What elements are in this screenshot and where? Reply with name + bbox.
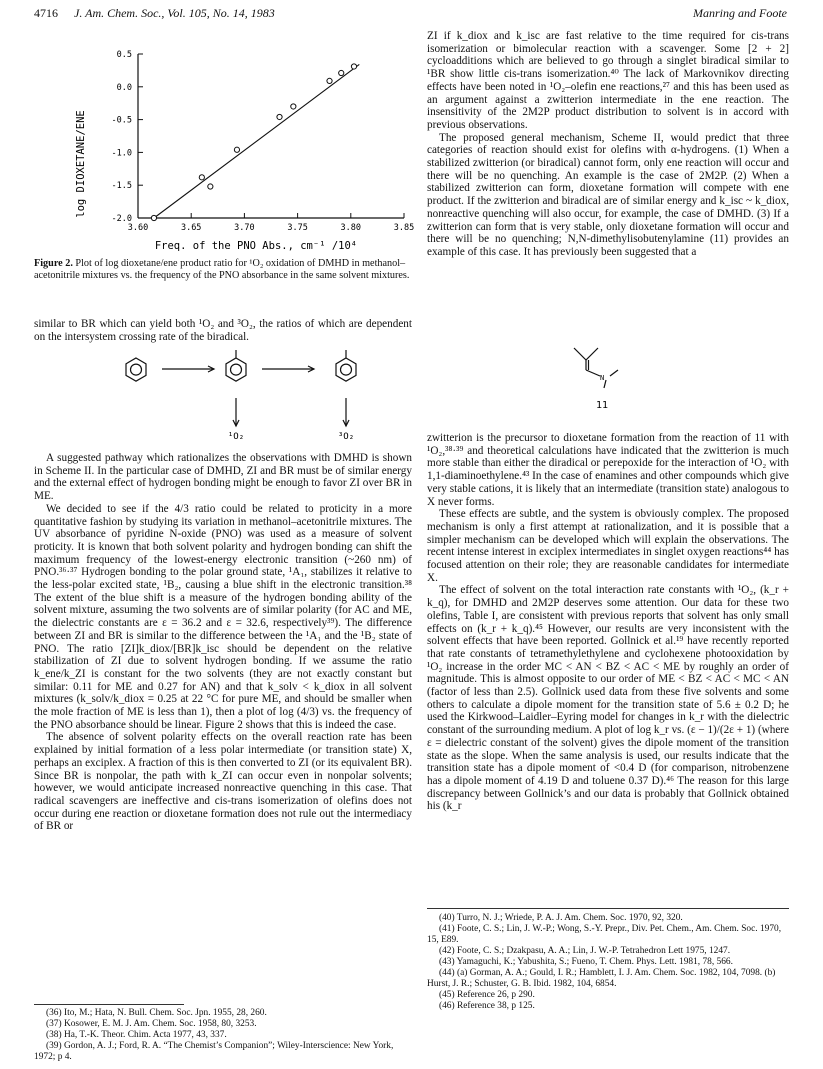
right-paragraph-4: The effect of solvent on the total interaction rate constants with ¹O₂, (k_r + k_q), for DMHD and 2M2P deserves some attention. Our data for these two olefins, Table I, are consistent with previous reports that solvent has only small effects on (k_r + k_q).⁴⁵ However, our results are very inconsistent with the solvent effects that have been reported. Gollnick et al.¹⁹ have recently reported that rate constants of tetramethylethylene and cyclohexene photooxidation by ¹O₂ increase in the order MC < AN < BZ < AC < ME by roughly an order of magnitude. This is almost opposite to our order of ME < BZ < AC < MC < AN (factor of less than 2.5). Gollnick used data from these five solvents and some others to calculate a dipole moment for the transition state of 5.6 ± 0.2 D; he used the Kirkwood–Laidler–Eyring model for changes in k_r with the dielectric constant of the surrounding medium. A plot of log k_r vs. (ε − 1)/(2ε + 1) (where ε = dielectric constant of the solvent) gives the dipole moment of the transition state as the slope. When the same analysis is used, our results indicate that the transition state has a dipole moment of <0.4 D (for comparison, nitrobenzene has a dipole moment of 4.19 D and toluene 0.37 D).⁴⁶ The reason for this large discrepancy between Gollnick’s and our data is probably that Gollnick obtained his (k_r <box>427 584 789 813</box>
x-tick-label: 3.85 <box>393 223 415 233</box>
x-tick-label: 3.65 <box>180 223 202 233</box>
data-point <box>339 70 344 75</box>
x-tick-label: 3.75 <box>287 223 308 233</box>
data-point <box>234 147 239 152</box>
scheme-structure-2 <box>226 350 246 381</box>
right-paragraph-0: ZI if k_diox and k_isc are fast relative to the time required for cis-trans isomerization or bimolecular reaction with a scavenger. Some [2 + 2] cycloadditions which are believed to go through a singlet biradical similar to ¹BR show little cis-trans isomerization.⁴⁰ The lack of Markovnikov directing effects have been noted in ¹O₂–olefin ene reactions,²⁷ and this has been used as an argument against a zwitterion intermediate in the ene reaction. The insensitivity of the 2M2P product distribution to solvent is in accord with previous observations. <box>427 30 789 131</box>
footnote-rule-left <box>34 1004 184 1005</box>
right-paragraph-2: zwitterion is the precursor to dioxetane formation from the reaction of 11 with ¹O₂,³⁸·³⁹ and theoretical calculations have indicated that the zwitterion is much more stable than either the diradical or perepoxide for the interaction of ¹O₂ with 1,1-diaminoethylene.⁴³ In the case of enamines and other compounds which give very stable cations, it is likely that an intermediate (transition state) analogous to X never forms. <box>427 432 789 508</box>
left-paragraph-intro: similar to BR which can yield both ¹O₂ and ³O₂, the ratios of which are dependent on the intersystem crossing rate of the biradical. <box>34 318 412 343</box>
left-paragraph-3: The absence of solvent polarity effects on the overall reaction rate has been explained by initial formation of a less polar intermediate (or transition state) X, perhaps an exciplex. A fraction of this is then converted to ZI (or its equivalent BR). Since BR is nonpolar, the path with k_ZI can occur even in nonpolar solvents; however, we would anticipate increased nonreactive quenching in this case. That radical scavengers are ineffective and cis-trans isomerization of olefins does not occur during ene reaction or dioxetane formation does not rule out the intermediacy of BR or <box>34 731 412 833</box>
footnote-rule-right <box>427 908 789 909</box>
references-left <box>34 1008 412 1063</box>
x-tick-label: 3.80 <box>340 223 362 233</box>
scheme-arrow-down-1 <box>233 398 239 426</box>
data-point <box>351 64 356 69</box>
data-point <box>208 184 213 189</box>
y-tick-label: 0.5 <box>116 50 132 60</box>
reference-37: (37) Kosower, E. M. J. Am. Chem. Soc. 1958, 80, 3253. <box>46 1019 257 1029</box>
scheme-arrow-down-2 <box>343 398 349 426</box>
left-column-body <box>34 452 412 833</box>
data-point <box>291 104 296 109</box>
x-tick-label: 3.70 <box>234 223 255 233</box>
y-tick-label: -0.5 <box>111 115 132 126</box>
scheme-label-singlet-oxygen: ¹O₂ <box>227 432 245 442</box>
figure-caption-text: Plot of log dioxetane/ene product ratio for ¹O₂ oxidation of DMHD in methanol–acetonitrile mixtures vs. the frequency of the PNO absorbance in the same solvent mixtures. <box>34 258 410 281</box>
reference-39: (39) Gordon, A. J.; Ford, R. A. “The Chemist’s Companion”; Wiley-Interscience: New York, 1972; p 4. <box>34 1041 394 1062</box>
page-number: 4716 <box>34 6 58 20</box>
data-point <box>151 215 156 220</box>
data-point <box>199 175 204 180</box>
reference-46: (46) Reference 38, p 125. <box>439 1001 535 1011</box>
right-paragraph-1: The proposed general mechanism, Scheme II, would predict that three categories of reaction should exist for olefins with α-hydrogens. (1) When a stabilized zwitterion (or biradical) cannot form, only ene reaction will occur and there will be no quenching. An example is the case of 2M2P. (2) When a stabilized zwitterion can form, dioxetane formation will compete with ene product. If the zwitterion and biradical are of similar energy and k_isc ~ k_diox, nonreactive quenching will also occur, for example, the case of DMHD. (3) If a zwitterion can form that is very stable, only dioxetane formation will occur and there will be no quenching; N,N-dimethylisobutenylamine (11) provides an example of this case. It has previously been suggested that a <box>427 131 789 258</box>
left-paragraph-1: A suggested pathway which rationalizes the observations with DMHD is shown in Scheme II. In the particular case of DMHD, ZI and BR must be of similar energy and the external effect of hydrogen bonding might be enough to favor ZI over BR in ME. <box>34 452 412 503</box>
reference-36: (36) Ito, M.; Hata, N. Bull. Chem. Soc. Jpn. 1955, 28, 260. <box>46 1008 267 1018</box>
x-tick-label: 3.60 <box>127 223 149 233</box>
figure-label: Figure 2. <box>34 258 73 269</box>
references-right <box>427 913 789 1012</box>
scheme-structure-1 <box>126 358 146 381</box>
figure-caption <box>34 258 412 281</box>
y-tick-label: -2.0 <box>111 214 132 224</box>
reference-42: (42) Foote, C. S.; Dzakpasu, A. A.; Lin, J. W.-P. Tetrahedron Lett 1975, 1247. <box>439 946 731 956</box>
figure-2-chart <box>66 46 416 274</box>
reference-44: (44) (a) Gorman, A. A.; Gould, I. R.; Hamblett, I. J. Am. Chem. Soc. 1982, 104, 7098. (b) Hurst, J. R.; Schuster, G. B. Ibid. 1982, 104, 6854. <box>427 968 776 989</box>
y-tick-label: -1.0 <box>111 148 132 159</box>
reference-40: (40) Turro, N. J.; Wriede, P. A. J. Am. Chem. Soc. 1970, 92, 320. <box>439 913 683 923</box>
scheme-ii-diagram <box>110 348 390 443</box>
reference-45: (45) Reference 26, p 290. <box>439 990 535 1000</box>
reference-38: (38) Ha, T.-K. Theor. Chim. Acta 1977, 43, 337. <box>46 1030 227 1040</box>
scheme-arrow-1 <box>162 366 214 372</box>
scheme-label-triplet-oxygen: ³O₂ <box>337 432 355 442</box>
x-axis-label: Freq. of the PNO Abs., cm⁻¹ /10⁴ <box>154 240 358 252</box>
y-axis-label: log DIOXETANE/ENE <box>75 110 87 218</box>
scheme-structure-3 <box>336 350 356 381</box>
compound-11-structure <box>560 342 650 412</box>
left-column-intro <box>34 318 412 343</box>
reference-41: (41) Foote, C. S.; Lin, J. W.-P.; Wong, S.-Y. Prepr., Div. Pet. Chem., Am. Chem. Soc. 1970, 15, E89. <box>427 924 782 945</box>
right-column-top <box>427 30 789 259</box>
scheme-arrow-2 <box>262 366 314 372</box>
journal-citation: J. Am. Chem. Soc., Vol. 105, No. 14, 1983 <box>74 6 275 20</box>
running-authors: Manring and Foote <box>693 6 787 20</box>
right-paragraph-3: These effects are subtle, and the system is obviously complex. The proposed mechanism is only a first attempt at rationalization, and it is possible that a simpler mechanism can be developed which will explain the observations. The recent intense interest in exciplex intermediates in singlet oxygen reactions⁴⁴ has focused attention on their role; they are reasonable candidates for intermediate X. <box>427 508 789 584</box>
right-column-body <box>427 432 789 813</box>
y-tick-label: -1.5 <box>111 181 132 192</box>
data-point <box>327 78 332 83</box>
svg-text:N: N <box>600 374 605 382</box>
data-point <box>277 114 282 119</box>
y-tick-label: 0.0 <box>116 82 132 93</box>
compound-11-label: 11 <box>595 400 609 411</box>
reference-43: (43) Yamaguchi, K.; Yabushita, S.; Fueno, T. Chem. Phys. Lett. 1981, 78, 566. <box>439 957 733 967</box>
left-paragraph-2: We decided to see if the 4/3 ratio could be related to proticity in a more quantitative fashion by studying its variation in methanol–acetonitrile mixtures. The UV absorbance of pyridine N-oxide (PNO) was used as a measure of solvent proticity. It is known that both solvent polarity and hydrogen bonding can shift the maximum frequency of the lowest-energy electronic transition (~260 nm) of PNO.³⁶·³⁷ Hydrogen bonding to the polar ground state, ¹A₁, stabilizes it relative to the less-polar excited state, ¹B₂, causing a blue shift in the electronic transition.³⁸ The extent of the blue shift is a measure of the hydrogen bonding ability of the solvent mixture, assuming the two solvents are of similar polarity (for AC and ME, the dielectric constants are ε = 36.2 and ε = 32.6, respectively³⁹). The difference between ZI and BR is similar to the difference between the ¹A₁ and the ¹B₂ state of PNO. The ratio [ZI]k_diox/[BR]k_isc should be dependent on the relative stabilization of ZI due to solvent hydrogen bonding. If we assume the ratio k_ene/k_ZI is constant for the two solvents (they are not exactly constant but similar: 0.11 for ME and 0.27 for AN) and that k_solv < k_diox in all solvent mixtures (k_solv/k_diox = 0.25 at 22 °C for pure ME, and should be smaller when the mole fraction of ME is less than 1), then a plot of log (4/3) vs. the frequency of the PNO absorbance should be linear. Figure 2 shows that this is indeed the case. <box>34 502 412 731</box>
fit-line <box>154 64 359 218</box>
